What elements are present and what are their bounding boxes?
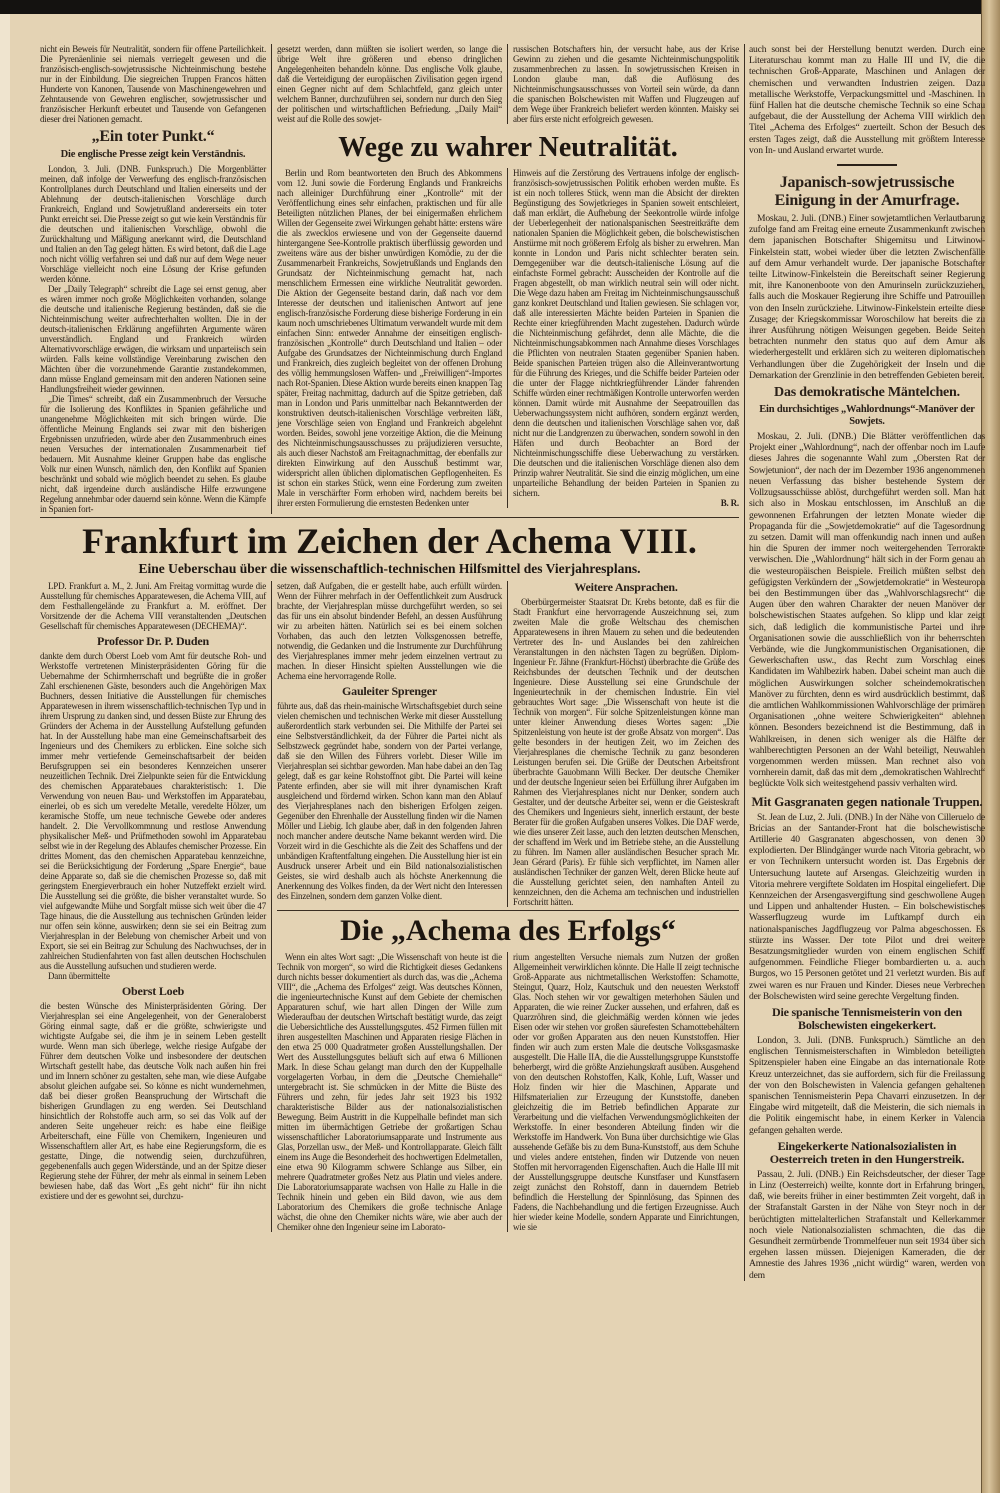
article-text: rium angestellten Versuche niemals zum Nutzen der großen Allgemeinheit verwirklichen könnte. Die Halle II zeigt technische Groß-Apparate aus nichtmetallischen Werkstoffen: Schamotte, Steingut, Quarz, Holz, Kautschuk und den neuesten Werkstoff Glas. Noch stehen wir vor gewaltigen meterhohen Säulen und Apparaten, die wie reiner Zucker aussehen, und erfahren, daß es Quarzröhren sind, die gleichmäßig werden können wie jedes Eisen oder wir stehen vor großen säurefesten Schamottebehältern oder vor großen Apparaten aus den neuen Kunststoffen. Hier finden wir auch zum ersten Male die deutsche Volksgasmaske ausgestellt. Die Halle IIA, die die Ausstellungsgruppe Kunststoffe beherbergt, wird die größte Anziehungskraft ausüben. Ausgehend von den deutschen Rohstoffen, Kalk, Kohle, Luft, Wasser und Holz finden wir hier die Maschinen, Apparate und Hilfsmaterialien zur Erzeugung der Kunststoffe, daneben gleichzeitig die im Betrieb befindlichen Apparate zur Verarbeitung und die vielfachen Verwendungsmöglichkeiten der Werkstoffe. In einer besonderen Abteilung finden wir die Werkstoffe im Handwerk. Von Buna über durchsichtige wie Glas aussehende Gefäße bis zu dem Buna-Kunststoff, aus dem Schuhe und vieles andere entstehen, finden wir Dutzende von neuen Stoffen mit hervorragenden Eigenschaften. Auch die Halle III mit der Ausstellungsgruppe deutsche Kunstfaser und Kunstfasern zeigt zunächst den Rohstoff, dann in dauerndem Betrieb befindlich die Herstellung der Spinnlösung, das Spinnen des Fadens, die Nachbehandlung und die fertigen Erzeugnisse. Auch hier wieder keine Modelle, sondern Apparate und Einrichtungen, wie sie <box>513 952 739 1232</box>
article-text: Dann übermittelte <box>48 971 110 981</box>
article-text: Hinweis auf die Zerstörung des Vertrauens infolge der englisch-französisch-sowjetrussischen Politik erhoben werden mußte. Es ist ein noch tolleres Stück, wenn man die Absicht der direkten Begünstigung des Sowjetkrieges in Spanien soweit entschleiert, daß man erklärt, die Aufhebung der Seekontrolle würde infolge der Ueberlegenheit der nationalspanischen Seestreitkräfte dem nationalen Spanien die Möglichkeit geben, die bolschewistischen Anstürme mit noch größerem Erfolg als bisher zu erwehren. Man konnte in London und Paris nicht schlechter beraten sein. Demgegenüber war die deutsch-italienische Lösung auf die einfachste Formel gebracht: Ausscheiden der Kontrolle auf die Fragen abgestellt, ob man wirklich neutral sein will oder nicht. Die Wege dazu haben am Freitag im Nichteinmischungsausschuß ganz konkret Deutschland und Italien gewiesen. Sie schlagen vor, daß alle interessierten Mächte beiden Parteien in Spanien die Rechte einer kriegführenden Macht zugestehen. Dadurch würde die Nichteinmischung gefährdet, denn alle Mächte, die die Nichteinmischungsabkommen nach Annahme dieses Vorschlages die Pflichten von neutralen Staaten gegenüber Spanien haben. Beide spanischen Parteien trügen also die Alleinverantwortung für die Führung des Krieges, und die Schiffe beider Parteien oder die unter der Flagge nichtkriegführender Länder fahrenden Schiffe würden einer rechtmäßigen Kontrolle unterworfen werden können. Damit würde mit Ausnahme der Seepatrouillen das Ueberwachungssystem nicht aufhören, sondern ergänzt werden, denn die deutschen und italienischen Vorschläge sahen vor, daß nicht nur die Landgrenzen zu überwachen, sondern sowohl in den Häfen und durch Beobachter an Bord der Nichteinmischungsschiffe diese Ueberwachung zu verstärken. Die deutschen und die italienischen Vorschläge dienen also dem Prinzip wahrer Neutralität. Sie sind die einzig möglichen, um eine unparteiliche Behandlung der beiden Parteien in Spanien zu sichern. <box>513 168 739 498</box>
article-neutralitaet <box>277 168 739 508</box>
section-heading: Weitere Ansprachen. <box>574 580 678 594</box>
section-heading: Gauleiter Sprenger <box>342 684 437 698</box>
article-subheadline: Die englische Presse zeigt kein Verständnis. <box>60 149 246 160</box>
article-text: St. Jean de Luz, 2. Juli. (DNB.) In der Nähe von Cilleruelo de Bricias an der Santander-Front hat die bolschewistische Artillerie 40 Gasgranaten abgeschossen, von denen 30 explodierten. Der Blindgänger wurde nach Vitoria gebracht, wo er von Technikern untersucht worden ist. Das Ergebnis der Untersuchung lautete auf Arsengas. Gleichzeitig wurden in Vitoria mehrere vergiftete Soldaten im Hospital eingeliefert. Die Kennzeichen der Arsengasvergiftung sind geschwollene Augen und Lippen und anhaltender Husten. – Ein bolschewistisches Wasserflugzeug wurde im Luftkampf durch ein nationalspanisches Jagdflugzeug vor Palma abgeschossen. Es stürzte ins Wasser. Der tote Pilot und drei weitere Besatzungsmitglieder wurden von einem englischen Schiff aufgenommen. Feindliche Flieger bombardierten u. a. auch Burgos, wo 15 Personen getötet und 21 verletzt wurden. Bis auf zwei waren es nur Frauen und Kinder. Dieses neue Verbrechen der Bolschewisten wird seine gerechte Vergeltung finden. <box>749 811 985 1002</box>
article-text: London, 3. Juli. (DNB. Funkspruch.) Sämtliche an den englischen Tennismeisterschaften in Wimbledon beteiligten Spitzenspieler haben eine Eingabe an das internationale Rote Kreuz unterzeichnet, das sie auffordern, sich für die Freilassung der von den Bolschewisten in Valencia gefangen gehaltenen spanischen Tennismeisterin Pepa Chavarri einzusetzen. In der Eingabe wird mitgeteilt, daß die Meisterin, die sich niemals in die Politik eingemischt habe, in einem Kerker in Valencia gefangen gehalten werde. <box>749 1035 985 1136</box>
top-right-section <box>272 44 739 514</box>
headline-achema-erfolg: Die „Achema des Erfolgs“ <box>340 914 676 947</box>
article-headline: Japanisch-sowjetrussische Einigung in der Amurfrage. <box>774 174 960 210</box>
article-text: Oberbürgermeister Staatsrat Dr. Krebs betonte, daß es für die Stadt Frankfurt eine hervorragende Auszeichnung sei, zum zweiten Male die große Weltschau des chemischen Apparatewesens in ihren Mauern zu sehen und die bedeutenden Vertreter des In- und Auslandes bei den zahlreichen Veranstaltungen in den nächsten Tagen zu begrüßen. Diplom-Ingenieur Fr. Jähne (Frankfurt-Höchst) überbrachte die Grüße des Reichsbundes der deutschen Technik und der deutschen Ingenieure. Diese Ausstellung sei eine Grundschule der Ingenieurtechnik in der chemischen Industrie. Ein viel gebrauchtes Wort sage: „Die Wissenschaft von heute ist die Technik von morgen“. Für solche Spitzenleistungen könne man unter kleiner Anwendung dieses Wortes sagen: „Die Spitzenleistung von heute ist der große Absatz von morgen“. Das gelte besonders in der heutigen Zeit, wo im Zeichen des Vierjahresplanes die chemische Technik zu ganz besonderen Leistungen berufen sei. Die Grüße der Deutschen Arbeitsfront überbrachte Gauobmann Willi Becker. Der deutsche Chemiker und der deutsche Ingenieur seien bei Erfüllung ihrer Aufgaben im Rahmen des Vierjahresplanes nicht nur Denker, sondern auch Gestalter, und der deutsche Arbeiter sei, wenn er die Geisteskraft des Chemikers und Ingenieurs sieht, innerlich erstaunt, der beste Berater für die großen Aufgaben unseres Volkes. Die DAF werde, wie dies unserer Zeit lasse, auch den letzten deutschen Menschen, der schaffend im Werk und im Betriebe stehe, an die Ausstellung zu führen. Im Namen aller ausländischen Besucher sprach Mr. Jean Gérard (Paris). Er fühle sich verpflichtet, im Namen aller ausländischen Techniker der ganzen Welt, deren Blicke heute auf die Ausstellung gerichtet seien, den namhaften Anteil zu kennzeichnen, den die Achema am technischen und industriellen Fortschritt hätten. <box>513 597 739 907</box>
article-frankfurt-cols <box>277 581 739 907</box>
article-text: LPD. Frankfurt a. M., 2. Juni. Am Freitag vormittag wurde die Ausstellung für chemisches Apparatewesen, die Achema VIII, auf dem Festhallengelände zu Frankfurt a. M. eröffnet. Der Vorsitzende der die Achema VIII veranstaltenden „Deutschen Gesellschaft für chemisches Apparatewesen (DECHEMA)“. <box>40 581 266 631</box>
section-heading: Oberst Loeb <box>121 984 185 998</box>
article-text: Der „Daily Telegraph“ schreibt die Lage sei ernst genug, aber es wären immer noch große Möglichkeiten vorhanden, solange die deutsche und italienische Regierung beständen, daß sie die Nichteinmischung weiter aufrechterhalten wollten. Die in der deutsch-italienischen Erklärung angeführten Argumente wären unverständlich. England und Frankreich würden Alternativvorschläge erwägen, die wirksam und unparteiisch sein würden. Falls keine vollständige Vereinbarung zwischen den Mächten über die vorzunehmende Garantie zustandekommen, dann müsse England gemeinsam mit den anderen Nationen seine Handlungsfreiheit wieder gewinnen. <box>40 284 266 394</box>
article-text: setzen, daß Aufgaben, die er gestellt habe, auch erfüllt würden. Wenn der Führer mehrfach in der Oeffentlichkeit zum Ausdruck brachte, der Vierjahresplan müsse durchgeführt werden, so sei das für uns ein absolut bindender Befehl, an dessen Ausführung wir zu arbeiten hätten. Natürlich sei es bei einem solchen Vorhaben, das auch den letzten Volksgenossen betreffe, notwendig, die Gedanken und die Instrumente zur Durchführung des Vierjahresplanes immer mehr jedem einzelnen vertraut zu machen. In dieser Hinsicht spielten Ausstellungen wie die Achema eine hervorragende Rolle. <box>277 581 502 681</box>
continuation-row <box>277 44 739 124</box>
top-section <box>40 44 739 514</box>
headline-neutralitaet: Wege zu wahrer Neutralität. <box>338 132 678 163</box>
headline-frankfurt: Frankfurt im Zeichen der Achema VIII. <box>82 521 697 561</box>
article-text: Moskau, 2. Juli. (DNB.) Einer sowjetamtlichen Verlautbarung zufolge fand am Freitag eine erneute Zusammenkunft zwischen dem japanischen Botschafter Shigemitsu und Litwinow-Finkelstein statt, wobei wieder über die letzten Zwischenfälle auf dem Amur verhandelt wurde. Der japanische Botschafter teilte Litwinow-Finkelstein die Bereitschaft seiner Regierung mit, ihre Kanonenboote von den Amurinseln zurückzuziehen, falls auch die Moskauer Regierung ihre Schiffe und Patrouillen von den Inseln zurückziehe. Litwinow-Finkelstein erteilte diese Zusage; der Kriegskommissar Woroschilow hat bereits die zu ihrer Ausführung nötigen Weisungen gegeben. Beide Seiten betrachten nunmehr den status quo auf dem Amur als wiederhergestellt und erklären sich zu weiteren diplomatischen Verhandlungen über die Zugehörigkeit der Inseln und die Demarkation der Grenzlinie in den betreffenden Gebieten bereit. <box>749 213 985 381</box>
divider <box>837 164 897 166</box>
article-text: Wenn ein altes Wort sagt: „Die Wissenschaft von heute ist die Technik von morgen“, so wird die Richtigkeit dieses Gedankens durch nichts besser dokumentiert als durch das, was die „Achema VIII“, die „Achema des Erfolges“ zeigt. Was deutsches Können, die ingenieurtechnische Kunst auf dem Gebiete der chemischen Apparaturen schuf, wie hart allen Dingen der Wille zum Wiederaufbau der deutschen Wirtschaft bestätigt wurde, das zeigt die Uebersichtliche des Ausstellungsgutes. 452 Firmen füllen mit ihren ausgestellten Maschinen und Apparaten riesige Flächen in den etwa 25 000 Quadratmeter großen Ausstellungshallen. Der Wert des Ausstellungsgutes beläuft sich auf etwa 6 Millionen Mark. In diese Schau gelangt man durch den der Kuppelhalle vorgelagerten Vorbau, in dem die „Deutsche Chemiehalle“ untergebracht ist. Sie schmücken in der Mitte die Büste des Führers und zehn, für jedes Jahr seit 1923 bis 1932 charakteristische Bilder aus der nationalsozialistischen Bewegung. Beim Austritt in die Kuppelhalle befindet man sich mitten im übermächtigen Getriebe der großartigen Schau wissenschaftlicher Laboratoriumsapparate und Instrumente aus Glas, Porzellan usw., der Meß- und Kontrollapparate. Gleich fällt einem ins Auge die Besonderheit des hochwertigen Edelmetallen, eine etwa 90 Kilogramm schwere Schlange aus Silber, ein mehrere Quadratmeter großes Netz aus Platin und vieles andere. Die Laboratoriumsapparate wachsen von Halle zu Halle in die Technik hinein und geben ein Bild davon, wie aus dem Laboratorium des Chemikers die große technische Anlage wächst, die ohne den Chemiker nichts wäre, wie aber auch der Chemiker ohne den Ingenieur seine im Laborato- <box>277 952 502 1232</box>
page-left-margin <box>0 14 10 1493</box>
article-headline: „Ein toter Punkt.“ <box>91 128 215 145</box>
subheadline-frankfurt: Eine Ueberschau über die wissenschaftlich-technischen Hilfsmittel des Vierjahresplans. <box>138 561 641 576</box>
main-columns <box>40 44 739 1232</box>
article-text: die besten Wünsche des Ministerpräsidenten Göring. Der Vierjahresplan sei eine Angelegenheit, von der Generaloberst Göring einmal sagte, daß er die größte, schwierigste und wichtigste Aufgabe sei, die ihm je in seinem Leben gestellt wurde. Wenn man sich überlege, welche riesige Aufgabe der Führer dem deutschen Volke und insbesondere der deutschen Wirtschaft gestellt habe, das deutsche Volk nach außen hin frei und im Innern schöner zu gestalten, sehe man, wie diese Aufgabe absolut gleichen aufgabe sei. So könne es nicht wundernehmen, daß bei dieser großen Beanspruchung der Wirtschaft die bisherigen Grundlagen zu eng werden. Sei Deutschland hinsichtlich der Rohstoffe auch arm, so sei das Volk auf der anderen Seite ungeheuer reich: es habe eine fleißige Arbeiterschaft, eine Fülle von Chemikern, Ingenieuren und Wissenschaftlern aller Art, es habe eine Regierungsform, die es gestatte, Dinge, die notwendig seien, durchzuführen, gegebenenfalls auch gegen Widerstände, und an der Spitze dieser Regierung stehe der Führer, der mehr als einmal in seinem Leben bewiesen habe, daß das Wort „Es geht nicht“ für ihn nicht existiere und der es gewohnt sei, durchzu- <box>40 1001 266 1201</box>
article-text: Passau, 2. Juli. (DNB.) Ein Reichsdeutscher, der dieser Tage in Linz (Oesterreich) weilte, konnte dort in Erfahrung bringen, daß, wie bereits früher in einer bestimmten Zeit vorgeht, daß in der Strafanstalt Garsten in der Nähe von Steyr noch in der berüchtigten mittelalterlichen Strafanstalt und Kellerkammer noch viele Nationalsozialisten schmachten, die das die Gesundheit zermürbende Trommelfeuer nun seit 1934 über sich ergehen lassen müssen. Diejenigen Kameraden, die der Amnestie des Jahres 1936 „nicht würdig“ waren, werden von dem <box>749 1168 985 1281</box>
article-toter-punkt <box>40 44 272 514</box>
section-heading: Professor Dr. P. Duden <box>97 634 209 648</box>
right-column <box>744 44 985 1281</box>
article-text: „Die Times“ schreibt, daß ein Zusammenbruch der Versuche für die Isolierung des Konfliktes in Spanien gefährliche und unangenehme Möglichkeiten mit sich bringen würde. Die öffentliche Meinung Englands sei zwar mit den bisherigen Ergebnissen unzufrieden, würde aber den Zusammenbruch eines neuen Versuches der internationalen Zusammenarbeit tief bedauern. Mit Ausnahme kleiner Gruppen habe das englische Volk nur einen Wunsch, nämlich den, den Konflikt auf Spanien beschränkt und sobald wie möglich beendet zu sehen. Es glaube nicht, daß irgendeine durch ausländische Hilfe erzwungene Regelung annehmbar oder dauernd sein könne. Wenn die Kämpfe in Spanien fort- <box>40 394 266 514</box>
scan-top-border <box>0 0 1000 14</box>
article-text: russischen Botschafters hin, der versucht habe, aus der Krise Gewinn zu ziehen und die gesamte Nichteinmischungspolitik zusammenbrechen zu lassen. In sowjetrussischen Kreisen in London glaube man, daß die Auflösung des Nichteinmischungsausschusses von Vorteil sein würde, da dann die spanischen Bolschewisten mit Waffen und Flugzeugen auf dem Wege über Frankreich beliefert werden könnten. Maisky sei aber fürs erste nicht erfolgreich gewesen. <box>513 44 739 124</box>
article-frankfurt-col1 <box>40 581 272 1232</box>
section-rule <box>40 517 739 518</box>
article-text: dankte dem durch Oberst Loeb vom Amt für deutsche Roh- und Werkstoffe vertretenen Ministerpräsidenten Göring für die Uebernahme der Schirmherrschaft und begrüßte die in großer Zahl erschienenen Gäste, besonders auch die Angehörigen Max Buchners, dessen Initiative die Ausstellungen für chemisches Apparatewesen in ihrem wissenschaftlich-technischen Typ und in ihrem Ursprung zu danken sind, und dessen Büste zur Ehrung des Gründers der Achema in der Ausstellung Aufstellung gefunden hat. In der Ausstellung habe man eine Gemeinschaftsarbeit des Ingenieurs und des Chemikers zu erblicken. Eine solche sich immer mehr vertiefende Gemeinschaftsarbeit der beiden Berufsgruppen sei ein besonderes Kennzeichen unserer neuzeitlichen Technik. Drei Zielpunkte seien für die Entwicklung des chemischen Apparatebaues charakteristisch: 1. Die Verwendung von neuen Bau- und Werkstoffen im Apparatebau, einerlei, ob es sich um veredelte Metalle, veredelte Hölzer, um keramische Stoffe, um neue technische Gewebe oder anderes handelt. 2. Die Vervollkommnung und restlose Anwendung physikalischer Meß- und Prüfmethoden sowohl im Apparatebau selbst wie in der Regelung des Ablaufes chemischer Prozesse. Ein drittes Moment, das den chemischen Apparatebau kennzeichne, sei die Berücksichtigung der Forderung „Spare Energie“, baue deine Apparate so, daß sie die chemischen Prozesse so, daß mit geringstem Energieverbrauch ein hoher Nutzeffekt erzielt wird. Die Ausstellung sei die größte, die bisher veranstaltet wurde. So viel aufgewandte Mühe und Sorgfalt müsse sich weit über die 47 Tage hinaus, die die Ausstellung aus technischen Gründen leider nur offen sein könne, auswirken; denn sie sei ein Beitrag zum Vierjahresplan in der Belebung von chemischer Arbeit und von Export, sie sei ein Beitrag zur Schulung des Nachwuchses, der in zahlreichen Studienfahrten von fast allen deutschen Hochschulen aus die Ausstellung aufsuchen und studieren werde. <box>40 651 266 971</box>
article-text: gesetzt werden, dann müßten sie isoliert werden, so lange die übrige Welt ihre größeren und ebenso dringlichen Angelegenheiten behandeln könne. Das englische Volk glaube, daß die Verteidigung der europäischen Zivilisation gegen irgend einen Gegner nicht auf dem Schlachtfeld, ganz gleich unter welchem Banner, durchzuführen sei, sondern nur durch den Sieg der politischen und wirtschaftlichen Befriedung. „Daily Mail“ weist auf die Rolle des sowjet- <box>277 44 502 124</box>
article-text: nicht ein Beweis für Neutralität, sondern für offene Parteilichkeit. Die Pyrenäenlinie sei niemals verriegelt gewesen und die französisch-englisch-sowjetrussische Nichteinmischung bestehe nur in der Einbildung. Die siegreichen Truppen Francos hätten Hunderte von Kanonen, Tausende von Maschinengewehren und Zehntausende von Gewehren englischer, sowjetrussischer und französischer Herkunft erbeutet und Tausende von Gefangenen dieser drei Nationen gemacht. <box>40 44 266 124</box>
lower-section <box>40 581 739 1232</box>
article-headline: Mit Gasgranaten gegen nationale Truppen. <box>751 793 983 809</box>
author-signature: B. R. <box>720 498 739 508</box>
article-subheadline: Ein durchsichtiges „Wahlordnungs“-Manöver der Sowjets. <box>759 404 975 428</box>
article-text: führte aus, daß das rhein-mainische Wirtschaftsgebiet durch seine vielen chemischen und technischen Werke mit dieser Ausstellung außerordentlich stark verbunden sei. Die Mithilfe der Partei sei eine Selbstverständlichkeit, da der Führer die Partei nicht als Selbstzweck gegründet habe, sondern von der Partei verlange, daß sie den Willen des Führers vorlebt. Dieser Wille im Vierjahresplan sei sichtbar geworden. Man habe dabei an den Tag gelegt, daß es gar keine Rohstoffnot gibt. Die Partei will keine Patente erfinden, aber sie will mit ihrer dynamischen Kraft ausgleichend und fördernd wirken. Schon kann man den Ablauf des Vierjahresplanes nach den bisherigen Erfolgen zeigen. Gegenüber den Ehrenhalle der Ausstellung finden wir die Namen Möller und Liebig. Ich glaube aber, daß in den folgenden Jahren noch mancher andere deutsche Name bekannt werden wird. Die Vorzeit wird in die Geschichte als die Zeit des Schaffens und der unbändigen Kraftentfaltung eingehen. Die Ausstellung hier ist ein Ausdruck unserer Arbeit und ein Bild nationalsozialistischen Geistes, sie wird deshalb auch als höchste Anerkennung die Anerkennung des Volkes finden, da der Wert nicht den Interessen des Einzelnen, sondern dem ganzen Volke dient. <box>277 701 502 901</box>
article-text: London, 3. Juli. (DNB. Funkspruch.) Die Morgenblätter meinen, daß infolge der Verwerfung des englisch-französischen Kontrollplanes durch Deutschland und Italien einerseits und der Ablehnung der deutsch-italienischen Vorschläge durch Frankreich, England und Sowjetrußland andererseits ein toter Punkt erreicht sei. Die Presse zeigt so gut wie kein Verständnis für die deutschen und italienischen Vorschläge, obwohl die Zurückhaltung und Mäßigung anerkannt wird, die Deutschland und Italien an den Tag gelegt hätten. Es wird betont, daß die Lage noch nicht völlig verfahren sei und daß nur auf dem Wege neuer Vorschläge vielleicht noch eine Lösung der Krise gefunden werden könne. <box>40 164 266 284</box>
article-text: auch sonst bei der Herstellung benutzt werden. Durch eine Literaturschau kommt man zu Halle III und IV, die die technischen Groß-Apparate, Maschinen und Anlagen der chemischen und verwandten Industrien zeigen. Dazu metallische Werkstoffe, Verpackungsmittel und -Maschinen. In fünf Hallen hat die deutsche chemische Technik so eine Schau aufgebaut, die der Ausstellung der Achema VIII wirklich den Titel „Achema des Erfolges“ zuerteilt. Schon der Besuch des ersten Tages zeigt, daß die Ausstellung mit größtem Interesse von In- und Ausland erwartet wurde. <box>749 44 985 156</box>
section-rule <box>277 910 739 911</box>
lower-right-section <box>272 581 739 1232</box>
article-text: Moskau, 2. Juli. (DNB.) Die Blätter veröffentlichen das Projekt einer „Wahlordnung“, nach der offenbar noch im Laufe dieses Jahres die sogenannte Wahl zum „Obersten Rat der Sowjetunion“, der nach der im Dezember 1936 angenommenen neuen Verfassung das bisher bestehende System der Vollzugsausschüsse ablöst, durchgeführt werden soll. Man hat sich also in Moskau entschlossen, im Anschluß an die gewonnenen Erfahrungen der letzten Monate wieder die Propaganda für die „Sowjetdemokratie“ auf die Tagesordnung zu setzen. Damit will man offenkundig nach innen und außen hin die Spuren der immer noch weitergehenden Terrorakte verwischen. Die „Wahlordnung“ hält sich in der Form genau an die westeuropäischen Beispiele. Freilich müßten selbst den gefügigsten Verkündern der „Sowjetdemokratie“ in Westeuropa bei den Bestimmungen über das „Wahlvorschlagsrecht“ die Augen über den wahren Charakter der neuen Manöver der bolschewistischen Staates aufgehen. So klipp und klar zeigt sich, daß lediglich die kommunistische Partei und ihre Organisationen sowie die ausschließlich von ihr beherrschten Verbände, wie die Jungkommunistischen Organisationen, die Gewerkschaften usw., das Recht zum Vorschlag eines Kandidaten im Wahlbezirk haben. Dabei scheint man auch die möglichen Auswirkungen solcher scheindemokratischen Manöver zu fürchten, denn es wird ausdrücklich bestimmt, daß die amtlichen Wahlkommissionen Wahlvorschläge der primären Organisationen „ohne weitere Schwierigkeiten“ ablehnen können. Besonders bezeichnend ist die Bestimmung, daß in Wahlkreisen, in denen sich weniger als die Hälfte der wahlberechtigten Personen an der Wahl beteiligt, Neuwahlen vorgenommen werden müssen. Man rechnet also von vornherein damit, daß das mit dem „demokratischen Wahlrecht“ beglückte Volk sich weitestgehend passiv verhalten wird. <box>749 431 985 790</box>
article-erfolg <box>277 952 739 1232</box>
article-text: Berlin und Rom beantworteten den Bruch des Abkommens vom 12. Juni sowie die Forderung Englands und Frankreichs nach alleiniger Durchführung einer „Kontrolle“ mit der Veröffentlichung eines sehr einfachen, praktischen und für alle Beteiligten nützlichen Planes, der bei einigermaßen ehrlichem Willen der Gegenseite zwei Wirkungen gehabt hätte: erstens wäre die als zwecklos erwiesene und von der Gegenseite dauernd hintergangene See-Kontrolle praktisch überflüssig geworden und zweitens wäre aus der bisher unwürdigen Komödie, zu der die Zusammenarbeit Frankreichs, Sowjetrußlands und Englands den Grundsatz der Nichteinmischung gemacht hat, nach menschlichem Ermessen eine wirkliche Neutralität geworden. Die Aktion der Gegenseite bestand darin, daß nach vor dem Interesse der deutschen und italienischen Antwort auf jene englisch-französische Forderung diese bisherige Forderung in ein kaum noch umschriebenes Ultimatum verwandelt wurde mit dem einfachen Sinn: entweder Annahme der einseitigen englisch-französischen „Kontrolle“ durch Deutschland und Italien – oder Aufgabe des Grundsatzes der Nichteinmischung durch England und Frankreich, dies zugleich begleitet von der offenen Drohung des völlig hemmungslosen Waffen- und „Freiwilligen“-Importes nach Rot-Spanien. Diese Aktion wurde bereits einen knappen Tag später, Freitag nachmittag, dadurch auf die Spitze getrieben, daß man in London und Paris unmittelbar nach Bekanntwerden der konstruktiven deutsch-italienischen Vorschläge verbreiten läßt, jene Vorschläge seien von England und Frankreich abgelehnt worden. Beides, sowohl jene vorzeitige Aktion, die die Meinung des Nichteinmischungsausschusses zu präjudizieren versuchte, als auch dieser Nachstoß am Freitagnachmittag, der ebenfalls zur direkten Einwirkung auf den Ausschuß bestimmt war, widerspricht allen üblichen diplomatischen Gepflogenheiten. Es ist schon ein starkes Stück, wenn eine Forderung zum zweiten Male in verschärfter Form erhoben wird, nachdem bereits bei ihrer ersten Formulierung die ernstesten Bedenken unter <box>277 168 502 508</box>
article-headline: Eingekerkerte Nationalsozialisten in Oesterreich treten in den Hungerstreik. <box>769 1138 965 1166</box>
article-headline: Das demokratische Mäntelchen. <box>774 385 960 401</box>
article-headline: Die spanische Tennismeisterin von den Bolschewisten eingekerkert. <box>772 1005 962 1033</box>
